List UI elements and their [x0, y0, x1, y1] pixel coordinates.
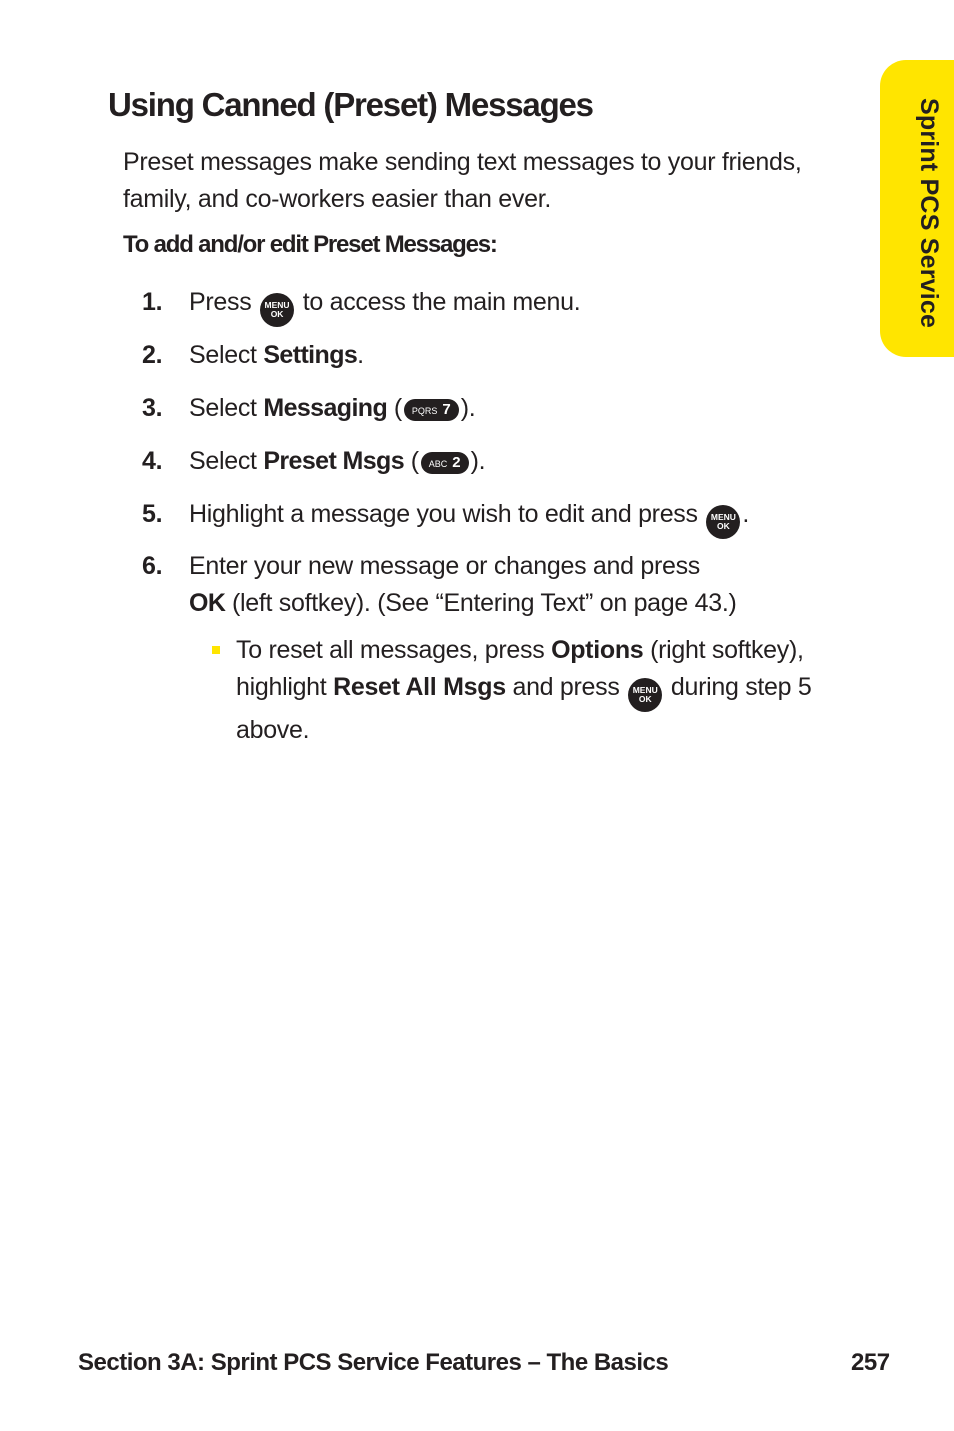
step-number: 6.	[142, 552, 163, 580]
step-text: Select Messaging ( PQRS 7 ).	[189, 394, 476, 422]
step-text: Select Preset Msgs ( ABC 2 ).	[189, 447, 486, 475]
reset-all-msgs-label: Reset All Msgs	[333, 673, 506, 701]
menu-ok-key-icon: MENU OK	[260, 293, 294, 327]
intro-paragraph: Preset messages make sending text messages to your friends, family, and co-workers easier than ever.	[123, 148, 802, 213]
menu-item-settings: Settings	[263, 341, 358, 369]
ok-softkey-label: OK	[189, 589, 226, 617]
menu-ok-key-icon: MENU OK	[706, 505, 740, 539]
step-text: Highlight a message you wish to edit and press MENU OK .	[189, 496, 749, 539]
step-text: Enter your new message or changes and press OK (left softkey). (See “Entering Text” on page 43.)	[189, 552, 737, 617]
tip-text: To reset all messages, press Options (right softkey), highlight Reset All Msgs and press MENU OK during step 5 above.	[236, 636, 812, 744]
step-number: 1.	[142, 288, 163, 316]
page-title: Using Canned (Preset) Messages	[108, 86, 593, 123]
step-number: 5.	[142, 500, 163, 528]
bullet-square-icon	[212, 646, 220, 654]
step-text: Select Settings.	[189, 341, 364, 369]
menu-item-messaging: Messaging	[263, 394, 388, 422]
step-number: 4.	[142, 447, 163, 475]
step-number: 2.	[142, 341, 163, 369]
abc-2-key-icon: ABC 2	[421, 452, 469, 474]
footer-section-title: Section 3A: Sprint PCS Service Features – The Basics	[78, 1349, 669, 1376]
step-text: Press MENU OK to access the main menu.	[189, 284, 580, 327]
procedure-subheading: To add and/or edit Preset Messages:	[123, 231, 497, 258]
options-softkey-label: Options	[551, 636, 644, 664]
step-number: 3.	[142, 394, 163, 422]
pqrs-7-key-icon: PQRS 7	[404, 399, 459, 421]
menu-item-preset-msgs: Preset Msgs	[263, 447, 405, 475]
menu-ok-key-icon: MENU OK	[628, 678, 662, 712]
side-tab-label: Sprint PCS Service	[915, 98, 943, 329]
page-number: 257	[851, 1349, 890, 1376]
